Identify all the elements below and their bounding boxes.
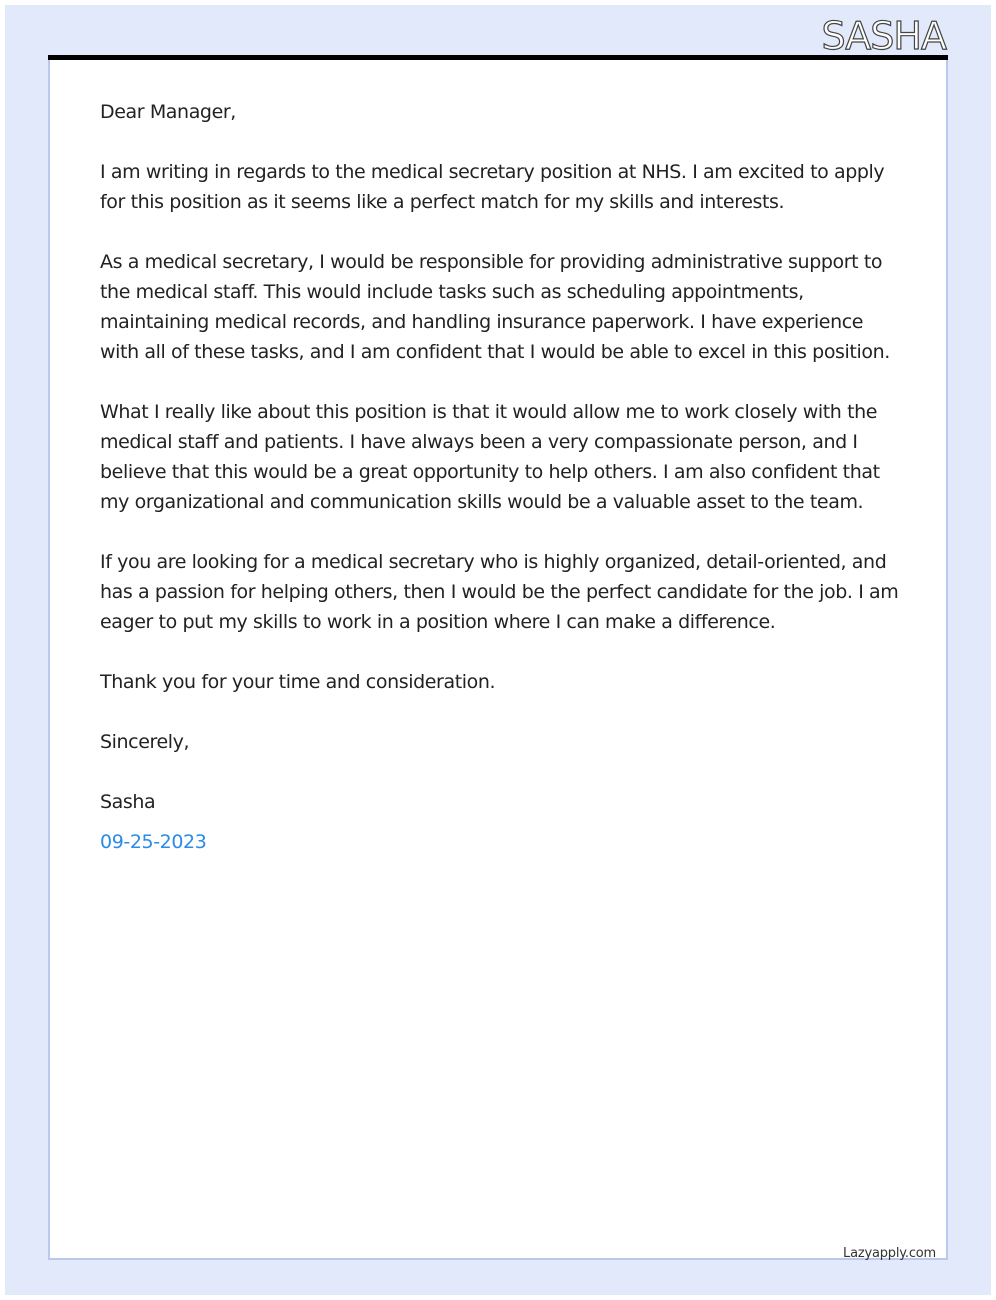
- letter-paragraph: Thank you for your time and consideration.: [100, 671, 496, 693]
- letter-salutation: Dear Manager,: [100, 101, 236, 123]
- letter-closing: Sincerely,: [100, 731, 190, 753]
- letter-body: [100, 97, 900, 857]
- letter-paragraph: If you are looking for a medical secretary who is highly organized, detail-oriented, and has a passion for helping others, then I would be the perfect candidate for the job. I am eager to put my skills to work in a position where I can make a difference.: [100, 551, 899, 633]
- letter-signature: Sasha: [100, 791, 156, 813]
- header-name: SASHA: [821, 14, 946, 58]
- letter-paragraph: I am writing in regards to the medical secretary position at NHS. I am excited to apply for this position as it seems like a perfect match for my skills and interests.: [100, 161, 885, 213]
- letter-paragraph: As a medical secretary, I would be responsible for providing administrative support to the medical staff. This would include tasks such as scheduling appointments, maintaining medical records, and handling insurance paperwork. I have experience with all of these tasks, and I am confident that I would be able to excel in this position.: [100, 251, 890, 363]
- footer-brand: Lazyapply.com: [843, 1246, 936, 1261]
- header-divider: [48, 55, 948, 60]
- letter-paragraph: What I really like about this position is that it would allow me to work closely with the medical staff and patients. I have always been a very compassionate person, and I believe that this would be a great opportunity to help others. I am also confident that my organizational and communication skills would be a valuable asset to the team.: [100, 401, 880, 513]
- letter-date: 09-25-2023: [100, 831, 207, 853]
